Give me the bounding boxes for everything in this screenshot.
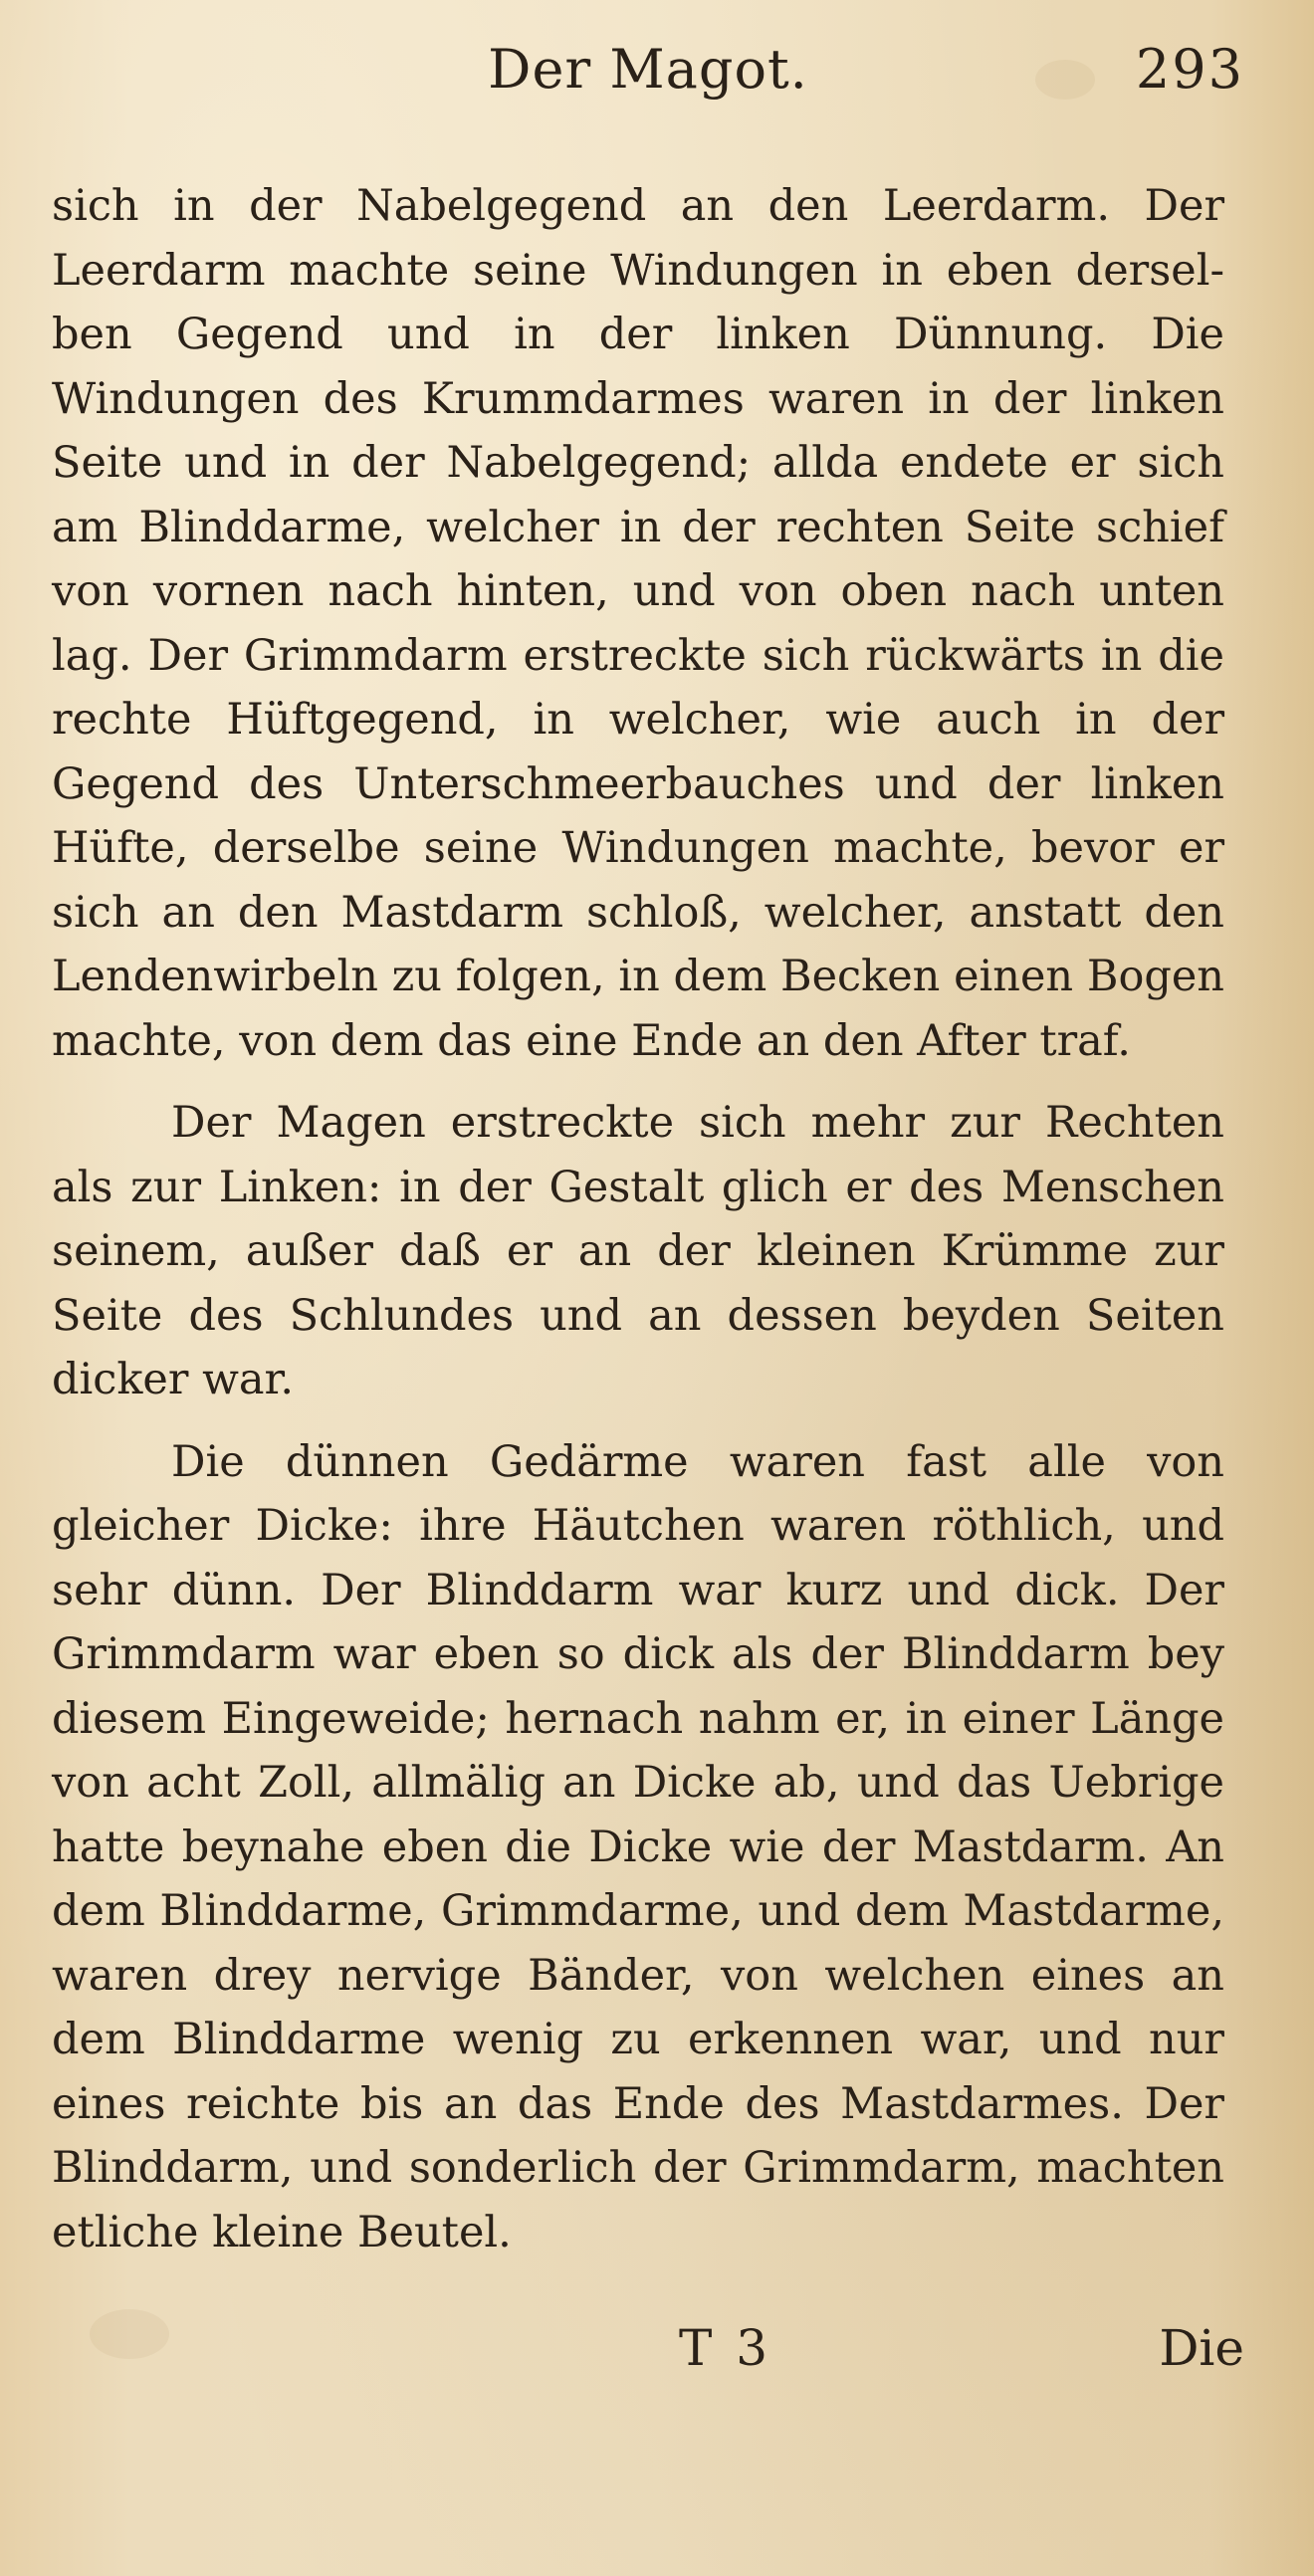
running-title: Der Magot. [488,38,808,101]
page-header [52,38,1244,107]
page-number: 293 [1135,38,1244,101]
catchword: Die [1159,2319,1244,2377]
paragraph-3: Die dünnen Gedärme waren fast alle von gleicher Dicke: ihre Häutchen waren röthlich, und sehr dünn. Der Blinddarm war kurz und dick. Der Grimmdarm war eben so dick als der Blinddarm bey diesem Eingeweide; hernach nahm er, in einer Länge von acht Zoll, allmälig an Dicke ab, und das Uebrige hatte beynahe eben die Dicke wie der Mastdarm. An dem Blinddarme, Grimmdarme, und dem Mastdarme, waren drey nervige Bänder, von welchen eines an dem Blinddarme wenig zu erkennen war, und nur eines reichte bis an das Ende des Mastdarmes. Der Blinddarm, und sonderlich der Grimmdarm, machten etliche kleine Beutel. [52,1436,1224,2257]
page-footer [52,2319,1244,2389]
signature-mark: T 3 [679,2319,772,2377]
paragraph-2: Der Magen erstreckte sich mehr zur Rechten als zur Linken: in der Gestalt glich er des Menschen seinem, außer daß er an der kleinen Krümme zur Seite des Schlundes und an dessen beyden Seiten dicker war. [52,1098,1224,1404]
paragraph-1: sich in der Nabelgegend an den Leerdarm. Der Leerdarm machte seine Windungen in eben derselben Gegend und in der linken Dünnung. Die Windungen des Krummdarmes waren in der linken Seite und in der Nabelgegend; allda endete er sich am Blinddarme, welcher in der rechten Seite schief von vornen nach hinten, und von oben nach unten lag. Der Grimmdarm erstreckte sich rückwärts in die rechte Hüftgegend, in welcher, wie auch in der Gegend des Unterschmeerbauches und der linken Hüfte, derselbe seine Windungen machte, bevor er sich an den Mastdarm schloß, welcher, anstatt den Lendenwirbeln zu folgen, in dem Becken einen Bogen machte, von dem das eine Ende an den After traf. [52,181,1224,1066]
body-text [52,174,1224,2264]
